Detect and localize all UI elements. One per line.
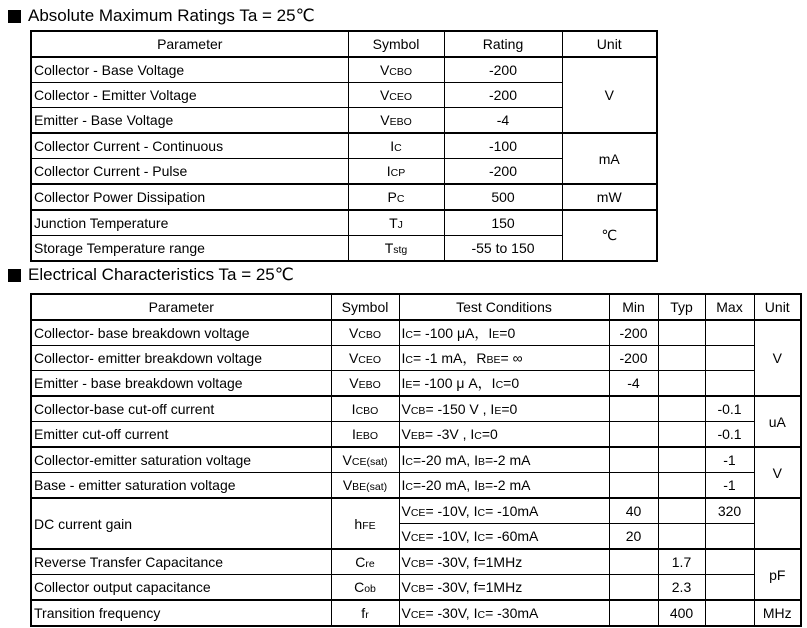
- min-cell: 40: [609, 498, 658, 524]
- table-row: [31, 57, 657, 83]
- test-conditions-cell: IC= -100 μA，IE=0: [399, 320, 609, 346]
- table-row: [31, 473, 801, 499]
- symbol-cell: VCBO: [348, 57, 444, 83]
- table-row: [31, 133, 657, 159]
- unit-cell: mW: [562, 184, 657, 210]
- parameter-cell: Collector-emitter saturation voltage: [31, 447, 331, 473]
- symbol-cell: VCEO: [331, 346, 399, 371]
- parameter-cell: Collector output capacitance: [31, 575, 331, 601]
- rating-cell: -55 to 150: [444, 236, 562, 262]
- parameter-cell: Collector Power Dissipation: [31, 184, 348, 210]
- unit-cell: MHz: [754, 600, 801, 626]
- parameter-cell: Junction Temperature: [31, 210, 348, 236]
- rating-cell: -100: [444, 133, 562, 159]
- table-row: [31, 320, 801, 346]
- typ-cell: [658, 320, 705, 346]
- rating-cell: -200: [444, 83, 562, 108]
- typ-cell: [658, 346, 705, 371]
- typ-cell: [658, 447, 705, 473]
- unit-cell: ℃: [562, 210, 657, 261]
- symbol-cell: ICBO: [331, 396, 399, 422]
- col-header-min: Min: [609, 294, 658, 320]
- rating-cell: -200: [444, 159, 562, 185]
- symbol-cell: hFE: [331, 498, 399, 549]
- parameter-cell: Reverse Transfer Capacitance: [31, 549, 331, 575]
- table-row: [31, 600, 801, 626]
- typ-cell: [658, 396, 705, 422]
- test-conditions-cell: IC=-20 mA, IB=-2 mA: [399, 447, 609, 473]
- parameter-cell: Emitter - base breakdown voltage: [31, 371, 331, 397]
- symbol-cell: ICP: [348, 159, 444, 185]
- table-row: [31, 210, 657, 236]
- unit-cell: [754, 498, 801, 549]
- rating-cell: 150: [444, 210, 562, 236]
- parameter-cell: Base - emitter saturation voltage: [31, 473, 331, 499]
- table-row: [31, 498, 801, 524]
- table-row: [31, 396, 801, 422]
- max-cell: -1: [705, 473, 754, 499]
- parameter-cell: Collector - Emitter Voltage: [31, 83, 348, 108]
- test-conditions-cell: VCB= -30V, f=1MHz: [399, 575, 609, 601]
- max-cell: [705, 575, 754, 601]
- table-row: [31, 549, 801, 575]
- max-cell: -1: [705, 447, 754, 473]
- symbol-cell: PC: [348, 184, 444, 210]
- table-row: [31, 447, 801, 473]
- parameter-cell: Emitter - Base Voltage: [31, 108, 348, 134]
- parameter-cell: Collector - Base Voltage: [31, 57, 348, 83]
- typ-cell: [658, 498, 705, 524]
- min-cell: [609, 422, 658, 448]
- electrical-characteristics-table: [30, 293, 802, 627]
- parameter-cell: Emitter cut-off current: [31, 422, 331, 448]
- symbol-cell: Tstg: [348, 236, 444, 262]
- parameter-cell: Transition frequency: [31, 600, 331, 626]
- typ-cell: 1.7: [658, 549, 705, 575]
- test-conditions-cell: IC=-20 mA, IB=-2 mA: [399, 473, 609, 499]
- col-header-symbol: Symbol: [331, 294, 399, 320]
- max-cell: [705, 549, 754, 575]
- unit-cell: V: [562, 57, 657, 133]
- symbol-cell: VEBO: [331, 371, 399, 397]
- bullet-square-icon: [8, 10, 21, 23]
- typ-cell: [658, 422, 705, 448]
- parameter-cell: Collector Current - Continuous: [31, 133, 348, 159]
- test-conditions-cell: IE= -100 μ A，IC=0: [399, 371, 609, 397]
- test-conditions-cell: VCE= -10V, IC= -10mA: [399, 498, 609, 524]
- rating-cell: -200: [444, 57, 562, 83]
- unit-cell: uA: [754, 396, 801, 447]
- max-cell: [705, 346, 754, 371]
- rating-cell: 500: [444, 184, 562, 210]
- max-cell: [705, 371, 754, 397]
- max-cell: [705, 524, 754, 550]
- min-cell: [609, 575, 658, 601]
- col-header-parameter: Parameter: [31, 31, 348, 57]
- max-cell: 320: [705, 498, 754, 524]
- min-cell: [609, 549, 658, 575]
- parameter-cell: Storage Temperature range: [31, 236, 348, 262]
- symbol-cell: VBE(sat): [331, 473, 399, 499]
- header-row: [31, 31, 657, 57]
- unit-cell: pF: [754, 549, 801, 600]
- col-header-typ: Typ: [658, 294, 705, 320]
- bullet-square-icon: [8, 269, 21, 282]
- unit-cell: V: [754, 447, 801, 498]
- test-conditions-cell: VCB= -30V, f=1MHz: [399, 549, 609, 575]
- symbol-cell: fr: [331, 600, 399, 626]
- col-header-symbol: Symbol: [348, 31, 444, 57]
- symbol-cell: IC: [348, 133, 444, 159]
- symbol-cell: IEBO: [331, 422, 399, 448]
- col-header-parameter: Parameter: [31, 294, 331, 320]
- test-conditions-cell: VCB= -150 V , IE=0: [399, 396, 609, 422]
- symbol-cell: VCEO: [348, 83, 444, 108]
- symbol-cell: Cob: [331, 575, 399, 601]
- max-cell: [705, 600, 754, 626]
- max-cell: -0.1: [705, 396, 754, 422]
- test-conditions-cell: IC= -1 mA，RBE= ∞: [399, 346, 609, 371]
- parameter-cell: Collector- base breakdown voltage: [31, 320, 331, 346]
- parameter-cell: DC current gain: [31, 498, 331, 549]
- absolute-maximum-ratings-table: [30, 30, 658, 262]
- amr-section-title-text: Absolute Maximum Ratings Ta = 25℃: [28, 6, 315, 25]
- min-cell: 20: [609, 524, 658, 550]
- col-header-rating: Rating: [444, 31, 562, 57]
- max-cell: [705, 320, 754, 346]
- symbol-cell: VCE(sat): [331, 447, 399, 473]
- parameter-cell: Collector-base cut-off current: [31, 396, 331, 422]
- max-cell: -0.1: [705, 422, 754, 448]
- table-row: [31, 575, 801, 601]
- rating-cell: -4: [444, 108, 562, 134]
- symbol-cell: VCBO: [331, 320, 399, 346]
- parameter-cell: Collector Current - Pulse: [31, 159, 348, 185]
- min-cell: -200: [609, 346, 658, 371]
- test-conditions-cell: VEB= -3V , IC=0: [399, 422, 609, 448]
- col-header-max: Max: [705, 294, 754, 320]
- typ-cell: [658, 524, 705, 550]
- typ-cell: [658, 473, 705, 499]
- typ-cell: 2.3: [658, 575, 705, 601]
- col-header-unit: Unit: [562, 31, 657, 57]
- table-row: [31, 371, 801, 397]
- symbol-cell: VEBO: [348, 108, 444, 134]
- min-cell: -200: [609, 320, 658, 346]
- parameter-cell: Collector- emitter breakdown voltage: [31, 346, 331, 371]
- col-header-test-conditions: Test Conditions: [399, 294, 609, 320]
- ec-section-title-text: Electrical Characteristics Ta = 25℃: [28, 265, 294, 284]
- table-row: [31, 422, 801, 448]
- unit-cell: V: [754, 320, 801, 396]
- typ-cell: [658, 371, 705, 397]
- ec-section-title: [8, 265, 294, 285]
- symbol-cell: TJ: [348, 210, 444, 236]
- min-cell: -4: [609, 371, 658, 397]
- min-cell: [609, 600, 658, 626]
- unit-cell: mA: [562, 133, 657, 184]
- min-cell: [609, 447, 658, 473]
- col-header-unit: Unit: [754, 294, 801, 320]
- min-cell: [609, 396, 658, 422]
- table-row: [31, 346, 801, 371]
- amr-section-title: [8, 6, 315, 26]
- test-conditions-cell: VCE= -30V, IC= -30mA: [399, 600, 609, 626]
- table-row: [31, 184, 657, 210]
- min-cell: [609, 473, 658, 499]
- symbol-cell: Cre: [331, 549, 399, 575]
- typ-cell: 400: [658, 600, 705, 626]
- test-conditions-cell: VCE= -10V, IC= -60mA: [399, 524, 609, 550]
- header-row: [31, 294, 801, 320]
